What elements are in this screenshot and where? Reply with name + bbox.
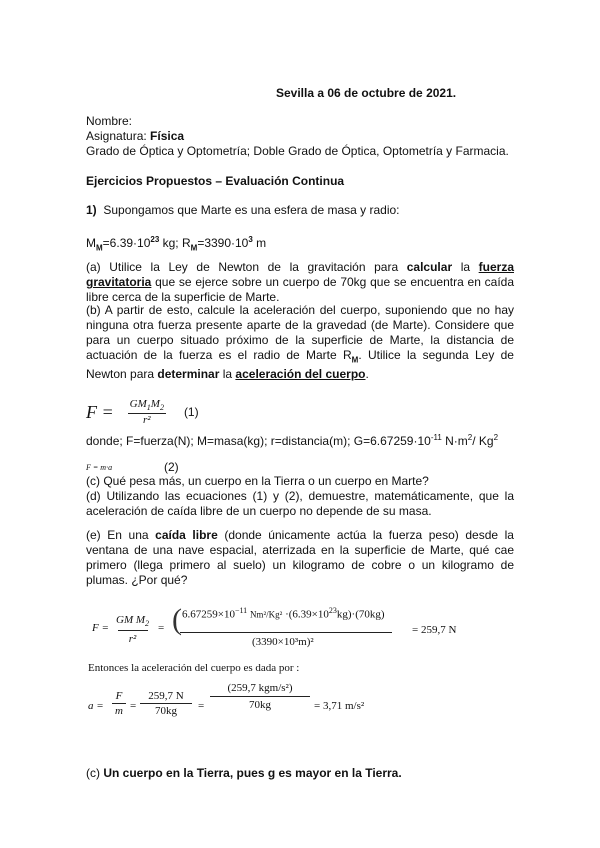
accel-fraction-3: (259,7 kgm/s²) 70kg xyxy=(210,682,310,711)
part-b-text-2: . Utilice la segunda Ley de Newton para xyxy=(86,348,514,382)
part-e-caida-libre: caída libre xyxy=(155,528,218,542)
force-equals: = xyxy=(158,622,165,634)
asignatura-line xyxy=(86,129,514,144)
mass-unit: kg; R xyxy=(159,236,191,250)
part-b-text-3: la xyxy=(219,367,236,382)
force-numerator: GM $M_2$ xyxy=(116,614,150,629)
part-a-fuerza: fuerza gravitatoria xyxy=(86,260,514,289)
mass-subscript: M xyxy=(96,243,103,253)
asignatura-value: Física xyxy=(150,129,185,143)
part-a-text-3: que se ejerce sobre un cuerpo de 70kg que se encuentra en caída libre cerca de la superficie de Marte. xyxy=(86,275,514,304)
part-a xyxy=(86,260,514,305)
eq2-label: (2) xyxy=(164,460,179,474)
eq2-formula: F = m·a xyxy=(86,462,113,472)
force-denominator: r² xyxy=(128,633,137,646)
accel-fraction-2: 259,7 N 70kg xyxy=(140,690,192,717)
part-d: (d) Utilizando las ecuaciones (1) y (2), demuestre, matemáticamente, que la aceleración de caída libre de un cuerpo no depende de su masa. xyxy=(86,489,514,518)
part-b xyxy=(86,303,514,382)
then-text: Entonces la aceleración del cuerpo es dada por : xyxy=(88,662,300,674)
answer-c-text: Un cuerpo en la Tierra, pues g es mayor en la Tierra. xyxy=(103,766,402,780)
eq1-label: (1) xyxy=(183,405,199,419)
force-result: = 259,7 N xyxy=(412,624,457,636)
part-b-end: . xyxy=(365,367,369,382)
accel-fraction-1: F m xyxy=(112,690,126,717)
document-date: Sevilla a 06 de octubre de 2021. xyxy=(276,86,457,100)
asignatura-label: Asignatura: xyxy=(86,129,147,143)
equation-1 xyxy=(86,392,199,432)
answer-c-label: (c) xyxy=(86,766,100,780)
mass-value: =6.39·10 xyxy=(102,236,151,250)
radius-exponent: 3 xyxy=(248,235,253,244)
part-a-calcular: calcular xyxy=(406,260,453,274)
mass-exponent: 23 xyxy=(150,235,160,244)
part-a-text-1: (a) Utilice la Ley de Newton de la gravitación para xyxy=(86,260,407,274)
acceleration-calculation xyxy=(88,680,488,726)
accel-lhs: a = xyxy=(88,700,104,712)
radius-value: =3390·10 xyxy=(197,236,249,250)
force-big-numerator: $6.67259\times 10^{-11}$ $Nm^2/Kg^2 \cdot(6.39\times 10^{23}kg)\cdot(70kg)$ xyxy=(182,606,385,621)
radius-unit: m xyxy=(252,236,267,250)
part-e: (e) En una caída libre (donde únicamente actúa la fuerza peso) desde la ventana de una nave espacial, aterrizada en la superficie de Marte, qué cae primero (llega primero al suelo) un kilogramo de cobre o un kilogramo de plumas. ¿Por qué? xyxy=(86,528,514,587)
eq1-lhs: F = xyxy=(86,401,114,422)
problem-intro-text: Supongamos que Marte es una esfera de masa y radio: xyxy=(103,203,400,217)
part-b-determinar: determinar xyxy=(157,367,220,382)
part-b-aceleracion: aceleración del cuerpo xyxy=(235,367,366,382)
nombre-line xyxy=(86,114,514,129)
force-fraction-bar xyxy=(180,632,392,633)
variables-definition: donde; F=fuerza(N); M=masa(kg); r=distancia(m); $G=6.67259\cdot 10^{-11}$ $N\cdot m^2/$ Kg$^2$ xyxy=(86,433,499,448)
mars-data xyxy=(86,232,514,255)
force-calculation xyxy=(92,604,532,660)
part-b-subscript: M xyxy=(351,355,359,365)
exercise-title: Ejercicios Propuestos – Evaluación Continua xyxy=(86,174,345,188)
nombre-label: Nombre: xyxy=(86,114,133,128)
part-b-text-1: (b) A partir de esto, calcule la aceleración del cuerpo, suponiendo que no hay ninguna otra fuerza presente aparte de la gravedad (de Marte). Considere que para un cuerpo situado próximo de la superficie de Marte, la distancia de actuación de la fuerza es el radio de Marte R xyxy=(86,303,514,362)
accel-equals-1: = xyxy=(130,700,137,712)
problem-intro xyxy=(86,203,514,218)
accel-equals-2: = xyxy=(198,700,205,712)
part-c: (c) Qué pesa más, un cuerpo en la Tierra o un cuerpo en Marte? xyxy=(86,474,429,488)
radius-subscript: M xyxy=(190,243,198,253)
eq1-denominator: r² xyxy=(143,414,151,427)
problem-number: 1) xyxy=(86,203,97,217)
mass-symbol: M xyxy=(86,236,96,250)
force-lhs: F = xyxy=(92,622,109,634)
equation-2 xyxy=(86,460,179,474)
eq1-numerator: $GM_1M_2$ xyxy=(126,398,168,413)
force-big-denominator: (3390×10³m)² xyxy=(252,636,314,648)
answer-c xyxy=(86,766,514,781)
force-fraction xyxy=(116,614,149,645)
big-paren-left: ( xyxy=(172,603,182,636)
accel-result: = 3,71 m/s² xyxy=(314,700,365,712)
part-a-text-2: la xyxy=(452,260,479,274)
grado-line: Grado de Óptica y Optometría; Doble Grado de Óptica, Optometría y Farmacia. xyxy=(86,144,509,158)
eq1-fraction xyxy=(126,398,168,426)
